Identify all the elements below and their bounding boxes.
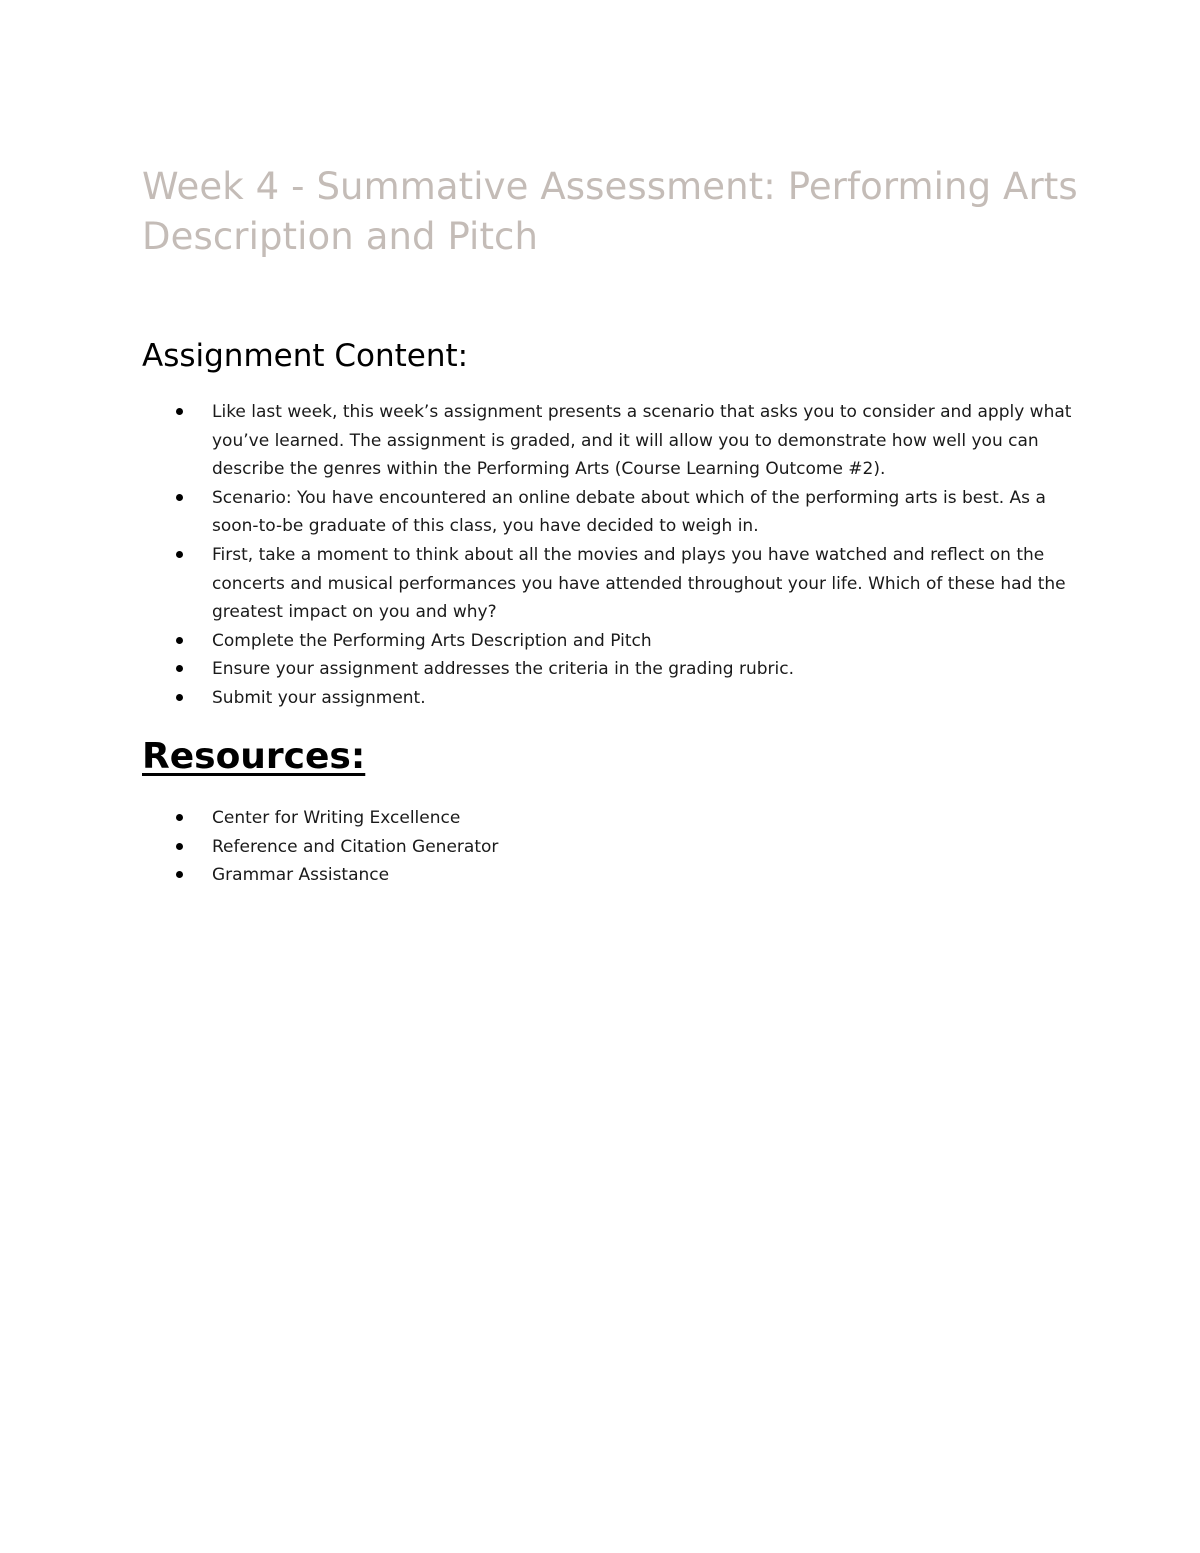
bullet-icon — [176, 843, 183, 850]
list-item — [142, 861, 1082, 890]
list-item-text: Scenario: You have encountered an online debate about which of the performing arts is best. As a soon-to-be graduate of this class, you have decided to weigh in. — [212, 487, 1046, 537]
assignment-content-heading: Assignment Content: — [142, 338, 469, 374]
list-item — [142, 684, 1082, 713]
bullet-icon — [176, 694, 183, 701]
assignment-content-list — [142, 398, 1082, 713]
list-item — [142, 398, 1082, 484]
bullet-icon — [176, 814, 183, 821]
list-item — [142, 655, 1082, 684]
bullet-icon — [176, 494, 183, 501]
list-item — [142, 484, 1082, 541]
list-item — [142, 804, 1082, 833]
resource-reference-and-citation-generator: Reference and Citation Generator — [212, 836, 499, 857]
resources-heading: Resources: — [142, 736, 366, 777]
bullet-icon — [176, 665, 183, 672]
list-item — [142, 627, 1082, 656]
resource-grammar-assistance: Grammar Assistance — [212, 865, 390, 886]
list-item-text: Submit your assignment. — [212, 687, 426, 708]
resources-list — [142, 804, 1082, 890]
list-item-text: Complete the Performing Arts Description and Pitch — [212, 630, 652, 651]
list-item — [142, 541, 1082, 627]
resource-center-for-writing-excellence: Center for Writing Excellence — [212, 808, 461, 828]
document-title: Week 4 - Summative Assessment: Performing Arts Description and Pitch — [142, 165, 1078, 258]
bullet-icon — [176, 408, 183, 415]
bullet-icon — [176, 871, 183, 878]
list-item — [142, 833, 1082, 862]
bullet-icon — [176, 551, 183, 558]
bullet-icon — [176, 637, 183, 644]
list-item-text: First, take a moment to think about all the movies and plays you have watched and reflect on the concerts and musical performances you have attended throughout your life. Which of these had the greatest impact on you and why? — [212, 544, 1066, 623]
list-item-text: Ensure your assignment addresses the criteria in the grading rubric. — [212, 659, 794, 680]
list-item-text: Like last week, this week’s assignment presents a scenario that asks you to consider and apply what you’ve learned. The assignment is graded, and it will allow you to demonstrate how well you can describe the genres within the Performing Arts (Course Learning Outcome #2). — [212, 402, 1072, 480]
